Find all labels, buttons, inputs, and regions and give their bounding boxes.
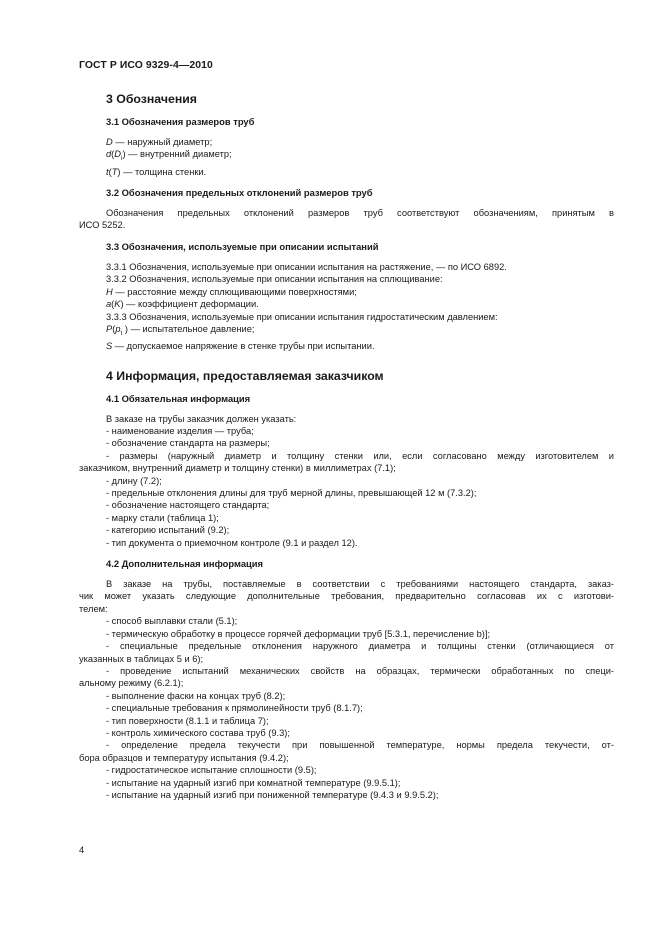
list-item: - обозначение настоящего стандарта; [106,500,270,511]
section-4-title: 4 Информация, предоставляемая заказчиком [106,368,384,383]
list-item: - предельные отклонения длины для труб мерной длины, превышающей 12 м (7.3.2); [106,488,477,499]
list-item: - способ выплавки стали (5.1); [106,616,238,627]
symbol-line-p: $P(p_t$ ) — испытательное давление; [106,323,255,337]
list-item: - наименование изделия — труба; [106,426,254,436]
paragraph-3-2-line-1: Обозначения предельных отклонений размеров труб соответствуют обозначениям, принятым в [106,208,614,219]
list-item: - определение предела текучести при повышенной температуре, нормы предела текучести, от- [106,740,614,751]
list-item-continuation: бора образцов и температуру испытания (9.4.2); [79,752,289,763]
subsection-3-1-title: 3.1 Обозначения размеров труб [106,116,255,127]
page-number: 4 [79,844,85,855]
list-item: - длину (7.2); [106,475,162,486]
list-item: - тип поверхности (8.1.1 и таблица 7); [106,715,269,726]
list-item: - тип документа о приемочном контроле (9.1 и раздел 12). [106,537,358,548]
list-item: - выполнение фаски на концах труб (8.2); [106,690,286,701]
list-item: - специальные предельные отклонения наружного диаметра и толщины стенки (отличающиеся от [106,641,614,652]
paragraph-4-2-line: телем: [79,603,108,614]
list-item: - термическую обработку в процессе горячей деформации труб [5.3.1, перечисление b)]; [106,628,491,639]
list-item: - категорию испытаний (9.2); [106,525,230,536]
subsection-3-3-title: 3.3 Обозначения, используемые при описании испытаний [106,240,379,252]
symbol-line-h: H — расстояние между сплющивающими поверхностями; [106,286,357,297]
page-content [79,92,614,801]
section-3-title: 3 Обозначения [106,92,197,106]
symbol-line-a: a(K) — коэффициент деформации. [106,299,259,310]
list-item: - размеры (наружный диаметр и толщину стенки или, если согласовано между изготовителем и [106,450,614,461]
symbol-line-s: S — допускаемое напряжение в стенке трубы при испытании. [106,341,375,352]
paragraph-4-1-intro: В заказе на трубы заказчик должен указать: [106,413,297,424]
paragraph-3-3-1: 3.3.1 Обозначения, используемые при описании испытания на растяжение, — по ИСО 6892. [106,261,507,272]
list-item: - испытание на ударный изгиб при пониженной температуре (9.4.3 и 9.9.5.2); [106,789,439,800]
subsection-4-2-title: 4.2 Дополнительная информация [106,558,264,570]
list-item-continuation: указанных в таблицах 5 и 6); [79,653,204,664]
list-item: - специальные требования к прямолинейности труб (8.1.7); [106,703,363,714]
subsection-4-1-title: 4.1 Обязательная информация [106,392,251,404]
list-item-continuation: заказчиком, внутренний диаметр и толщину стенки) в миллиметрах (7.1); [79,463,396,474]
document-code-header: ГОСТ Р ИСО 9329-4—2010 [79,60,213,71]
symbol-line-outer-diameter: D — наружный диаметр; [106,137,213,147]
paragraph-3-3-2: 3.3.2 Обозначения, используемые при описании испытания на сплющивание: [106,274,443,285]
symbol-line-thickness: t(T) — толщина стенки. [106,166,207,177]
list-item: - проведение испытаний механических свойств на образцах, термически обработанных по специ- [106,665,614,676]
list-item: - гидростатическое испытание сплошности (9.5); [106,765,317,776]
list-item: - контроль химического состава труб (9.3); [106,727,290,738]
list-item-continuation: альному режиму (6.2.1); [79,678,184,689]
symbol-line-inner-diameter: $d(D_i)$ — внутренний диаметр; [106,149,232,163]
list-item: - испытание на ударный изгиб при комнатной температуре (9.9.5.1); [106,777,401,788]
list-item: - обозначение стандарта на размеры; [106,438,270,449]
list-item: - марку стали (таблица 1); [106,512,219,523]
paragraph-4-2-line: В заказе на трубы, поставляемые в соответствии с требованиями настоящего стандарта, заказ- [106,579,614,590]
subsection-3-2-title: 3.2 Обозначения предельных отклонений размеров труб [106,187,373,199]
paragraph-3-2-line-2: ИСО 5252. [79,220,126,231]
paragraph-3-3-3: 3.3.3 Обозначения, используемые при описании испытания гидростатическим давлением: [106,311,498,322]
paragraph-4-2-line: чик может указать следующие дополнительные требования, предварительно согласовав их с изготови- [79,591,614,602]
